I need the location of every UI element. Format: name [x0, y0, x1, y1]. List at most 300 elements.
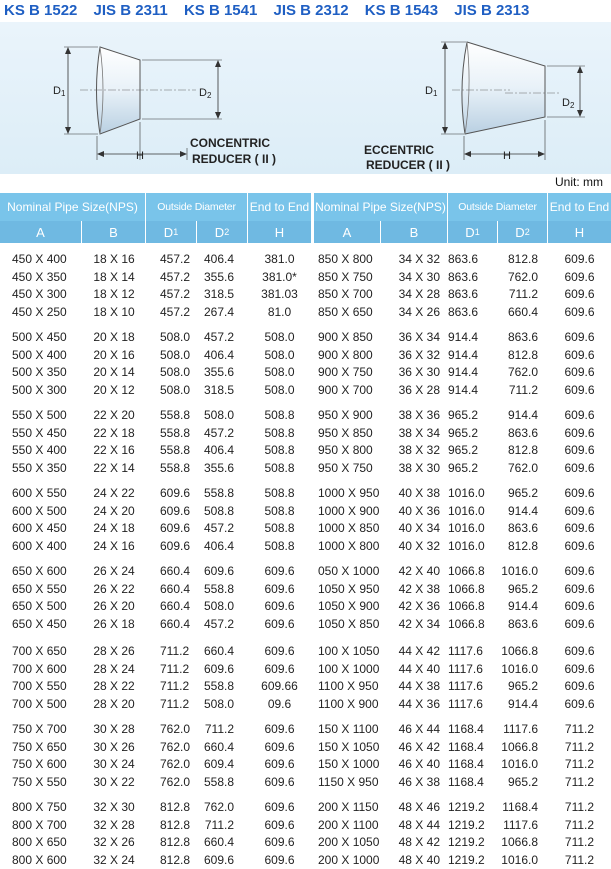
cell-a: 800 X 700 — [12, 817, 67, 832]
cell-b: 40 X 36 — [398, 503, 440, 518]
standard-code: JIS B 2311 — [93, 2, 168, 19]
cell-d2: 508.0 — [203, 408, 234, 422]
cell-a: 200 X 1000 — [318, 852, 380, 867]
cell-d2: 965.2 — [507, 774, 538, 789]
table-row — [0, 696, 311, 714]
table-row — [314, 581, 611, 599]
cell-b: 34 X 30 — [398, 269, 440, 284]
cell-h: 609.6 — [564, 269, 595, 284]
cell-h: 508.8 — [264, 443, 295, 457]
cell-a: 650 X 550 — [12, 581, 67, 596]
cell-d1: 812.8 — [160, 852, 191, 867]
cell-b: 32 X 26 — [93, 835, 135, 849]
cell-h: 609.6 — [564, 347, 595, 362]
cell-b: 28 X 24 — [93, 661, 135, 676]
cell-d1: 1168.4 — [448, 739, 484, 754]
cell-d2: 1016.0 — [501, 564, 538, 578]
cell-h: 609.6 — [564, 538, 595, 553]
cell-d1: 1168.4 — [448, 757, 484, 771]
cell-a: 100 X 1050 — [318, 644, 380, 658]
table-row — [314, 739, 611, 757]
table-row — [0, 442, 311, 460]
cell-d1: 1066.8 — [448, 581, 485, 596]
cell-d1: 965.2 — [448, 460, 479, 475]
cell-d2: 406.4 — [203, 443, 234, 457]
cell-b: 36 X 32 — [398, 347, 440, 362]
table-row — [0, 503, 311, 521]
standard-code: KS B 1522 — [4, 2, 78, 19]
cell-a: 600 X 500 — [12, 503, 67, 518]
cell-h: 609.6 — [264, 616, 295, 631]
cell-b: 38 X 32 — [398, 443, 440, 457]
cell-a: 500 X 450 — [12, 330, 67, 344]
cell-a: 700 X 550 — [12, 679, 67, 693]
cell-d2: 558.8 — [203, 679, 234, 693]
cell-d1: 1219.2 — [448, 800, 485, 814]
table-row — [0, 520, 311, 538]
cell-d2: 1016.0 — [501, 757, 538, 771]
cell-d1: 558.8 — [160, 425, 191, 440]
cell-d1: 863.6 — [448, 252, 479, 266]
standard-code: KS B 1541 — [183, 2, 258, 19]
cell-a: 550 X 500 — [12, 408, 67, 422]
cell-d2: 762.0 — [507, 460, 538, 475]
table-row — [0, 538, 311, 556]
cell-d2: 914.4 — [507, 599, 538, 613]
cell-h: 609.6 — [264, 739, 295, 754]
cell-d1: 1066.8 — [448, 599, 485, 613]
cell-b: 22 X 20 — [93, 408, 135, 422]
cell-a: 050 X 1000 — [318, 564, 380, 578]
table-row — [0, 643, 311, 661]
cell-b: 48 X 46 — [398, 800, 440, 814]
table-row — [0, 460, 311, 478]
table-row — [314, 678, 611, 696]
cell-h: 609.6 — [264, 774, 295, 789]
table-row — [0, 852, 311, 869]
cell-h: 609.6 — [564, 460, 595, 475]
table-row — [314, 616, 611, 634]
cell-a: 550 X 450 — [12, 425, 67, 440]
cell-a: 500 X 400 — [12, 347, 67, 362]
cell-a: 200 X 1150 — [318, 800, 379, 814]
cell-b: 26 X 24 — [93, 564, 135, 578]
cell-d1: 609.6 — [160, 503, 191, 518]
table-row — [0, 739, 311, 757]
cell-h: 508.8 — [264, 408, 295, 422]
cell-a: 950 X 850 — [318, 425, 373, 440]
cell-b: 18 X 10 — [93, 304, 135, 319]
concentric-d1-label: D1 — [53, 85, 66, 98]
cell-b: 22 X 18 — [93, 425, 135, 440]
cell-a: 450 X 300 — [12, 287, 67, 301]
table-row — [314, 304, 611, 322]
cell-h: 508.8 — [264, 425, 295, 440]
table-row — [0, 721, 311, 739]
cell-d2: 406.4 — [203, 252, 234, 266]
cell-d1: 508.0 — [160, 347, 191, 362]
cell-d1: 762.0 — [160, 774, 191, 789]
cell-d1: 1016.0 — [448, 521, 485, 535]
cell-h: 711.2 — [564, 739, 595, 754]
cell-d2: 1016.0 — [501, 852, 538, 867]
cell-d2: 1066.8 — [501, 644, 538, 658]
cell-d1: 660.4 — [160, 581, 191, 596]
table-row — [0, 756, 311, 774]
cell-d2: 457.2 — [203, 330, 234, 344]
table-row — [314, 520, 611, 538]
cell-d1: 558.8 — [160, 460, 191, 475]
table-divider — [311, 193, 314, 869]
cell-b: 18 X 16 — [93, 252, 135, 266]
cell-a: 100 X 1000 — [318, 661, 380, 676]
table-row — [0, 304, 311, 322]
cell-d2: 1117.6 — [503, 817, 538, 832]
concentric-title-line2: REDUCER ( II ) — [192, 152, 276, 166]
table-row — [0, 834, 311, 852]
cell-h: 609.6 — [264, 661, 295, 676]
reducer-diagrams — [0, 22, 611, 174]
cell-b: 32 X 30 — [93, 800, 135, 814]
cell-b: 42 X 36 — [398, 599, 440, 613]
table-row — [0, 774, 311, 792]
cell-d2: 863.6 — [507, 425, 538, 440]
cell-a: 1050 X 850 — [318, 616, 380, 631]
cell-d1: 1168.4 — [448, 774, 484, 789]
cell-h: 609.6 — [564, 503, 595, 518]
cell-a: 750 X 650 — [12, 739, 67, 754]
table-row — [314, 834, 611, 852]
cell-d1: 711.2 — [160, 696, 190, 711]
cell-a: 500 X 350 — [12, 365, 67, 379]
cell-b: 42 X 34 — [398, 616, 440, 631]
cell-b: 34 X 26 — [398, 304, 440, 319]
standard-code: JIS B 2312 — [273, 2, 349, 19]
cell-d1: 711.2 — [160, 644, 190, 658]
cell-a: 950 X 750 — [318, 460, 373, 475]
cell-b: 32 X 24 — [93, 852, 135, 867]
row-group — [0, 251, 311, 321]
cell-d2: 711.2 — [508, 287, 538, 301]
cell-d2: 965.2 — [507, 486, 538, 500]
cell-d2: 660.4 — [203, 644, 234, 658]
cell-d1: 457.2 — [160, 287, 191, 301]
cell-a: 700 X 650 — [12, 644, 67, 658]
cell-h: 508.0 — [264, 347, 295, 362]
cell-d2: 609.4 — [203, 757, 234, 771]
cell-h: 508.8 — [264, 486, 295, 500]
cell-b: 44 X 40 — [398, 661, 440, 676]
cell-a: 1000 X 800 — [318, 538, 380, 553]
cell-h: 508.8 — [264, 538, 295, 553]
table-row — [0, 661, 311, 679]
cell-a: 1000 X 850 — [318, 521, 380, 535]
cell-d2: 558.8 — [203, 581, 234, 596]
cell-a: 850 X 700 — [318, 287, 373, 301]
cell-d2: 863.6 — [507, 330, 538, 344]
row-group — [314, 799, 611, 869]
header-b: B — [381, 221, 448, 243]
cell-b: 26 X 18 — [93, 616, 135, 631]
concentric-title-line1: CONCENTRIC — [190, 136, 270, 150]
cell-a: 450 X 350 — [12, 269, 67, 284]
cell-d1: 762.0 — [160, 722, 191, 736]
cell-d1: 1168.4 — [448, 722, 484, 736]
table-row — [314, 407, 611, 425]
cell-d2: 558.8 — [203, 486, 234, 500]
row-group — [314, 643, 611, 713]
cell-a: 850 X 800 — [318, 252, 373, 266]
cell-h: 609.6 — [564, 486, 595, 500]
cell-d2: 812.8 — [507, 347, 538, 362]
cell-d2: 558.8 — [203, 774, 234, 789]
header-end-to-end: End to End — [249, 200, 310, 214]
table-row — [314, 696, 611, 714]
cell-a: 750 X 550 — [12, 774, 67, 789]
cell-a: 450 X 250 — [12, 304, 67, 319]
cell-h: 711.2 — [564, 757, 595, 771]
header-h: H — [274, 224, 285, 240]
table-row — [314, 661, 611, 679]
table-row — [0, 817, 311, 835]
cell-d2: 711.2 — [508, 382, 538, 397]
dimension-table-left — [0, 193, 311, 869]
cell-a: 1000 X 950 — [318, 486, 380, 500]
header-nps: Nominal Pipe Size(NPS) — [0, 193, 146, 221]
table-subheader-row — [314, 221, 611, 243]
cell-b: 46 X 38 — [398, 774, 440, 789]
cell-a: 550 X 400 — [12, 443, 67, 457]
cell-d1: 762.0 — [160, 757, 191, 771]
cell-d1: 914.4 — [448, 330, 479, 344]
row-group — [314, 485, 611, 555]
cell-h: 508.0 — [264, 382, 295, 397]
cell-a: 950 X 800 — [318, 443, 373, 457]
cell-d2: 660.4 — [203, 739, 234, 754]
cell-h: 609.6 — [564, 330, 595, 344]
cell-b: 40 X 34 — [398, 521, 440, 535]
cell-d1: 1117.6 — [448, 696, 483, 711]
cell-b: 40 X 32 — [398, 538, 440, 553]
table-row — [314, 774, 611, 792]
cell-d2: 609.6 — [203, 661, 234, 676]
table-header-row — [314, 193, 611, 221]
cell-h: 609.6 — [564, 581, 595, 596]
cell-h: 711.2 — [564, 800, 595, 814]
cell-d2: 762.0 — [203, 800, 234, 814]
cell-d2: 355.6 — [203, 365, 234, 379]
table-row — [0, 269, 311, 287]
cell-b: 20 X 14 — [93, 365, 135, 379]
header-end-to-end: End to End — [549, 200, 610, 214]
cell-d2: 457.2 — [203, 521, 234, 535]
row-group — [314, 721, 611, 791]
cell-b: 30 X 24 — [93, 757, 135, 771]
eccentric-title-line2: REDUCER ( II ) — [366, 158, 450, 172]
cell-d1: 558.8 — [160, 443, 191, 457]
cell-b: 34 X 32 — [398, 252, 440, 266]
table-row — [314, 364, 611, 382]
eccentric-h-label: H — [503, 150, 511, 162]
table-row — [0, 407, 311, 425]
cell-h: 609.6 — [564, 679, 595, 693]
table-row — [314, 721, 611, 739]
cell-d2: 508.8 — [203, 503, 234, 518]
table-row — [0, 251, 311, 269]
cell-d1: 914.4 — [448, 382, 479, 397]
cell-a: 850 X 750 — [318, 269, 373, 284]
header-outside-diameter: Outside Diameter — [146, 193, 248, 221]
cell-d2: 914.4 — [507, 503, 538, 518]
table-row — [314, 503, 611, 521]
table-row — [314, 251, 611, 269]
eccentric-d2-label: D2 — [562, 97, 575, 110]
table-row — [314, 852, 611, 869]
cell-h: 609.6 — [564, 287, 595, 301]
table-row — [0, 563, 311, 581]
cell-d2: 812.8 — [507, 252, 538, 266]
cell-d1: 1117.6 — [448, 644, 483, 658]
cell-d2: 457.2 — [203, 616, 234, 631]
dimension-table-right — [314, 193, 611, 869]
table-row — [314, 643, 611, 661]
cell-h: 711.2 — [564, 774, 595, 789]
concentric-reducer-drawing — [53, 47, 276, 166]
cell-h: 609.6 — [264, 852, 295, 867]
table-header-row — [0, 193, 311, 221]
cell-d2: 508.0 — [203, 696, 234, 711]
cell-d2: 457.2 — [203, 425, 234, 440]
cell-d1: 863.6 — [448, 287, 479, 301]
cell-b: 46 X 40 — [398, 757, 440, 771]
header-a: A — [314, 221, 381, 243]
cell-a: 1100 X 900 — [318, 696, 379, 711]
cell-d1: 457.2 — [160, 252, 191, 266]
table-row — [314, 460, 611, 478]
cell-h: 508.8 — [264, 521, 295, 535]
cell-d2: 1066.8 — [501, 835, 538, 849]
cell-d1: 1219.2 — [448, 852, 485, 867]
cell-b: 28 X 26 — [93, 644, 135, 658]
table-row — [314, 756, 611, 774]
cell-d2: 318.5 — [203, 287, 234, 301]
cell-b: 46 X 44 — [398, 722, 440, 736]
cell-h: 609.6 — [564, 365, 595, 379]
cell-h: 508.8 — [264, 503, 295, 518]
cell-h: 609.6 — [564, 616, 595, 631]
cell-d1: 1219.2 — [448, 817, 485, 832]
table-row — [0, 616, 311, 634]
standards-header — [4, 2, 541, 19]
cell-a: 1050 X 900 — [318, 599, 380, 613]
cell-d2: 660.4 — [507, 304, 538, 319]
cell-h: 609.6 — [264, 644, 295, 658]
cell-d1: 609.6 — [160, 486, 191, 500]
cell-d2: 609.6 — [203, 852, 234, 867]
table-row — [0, 286, 311, 304]
cell-d2: 355.6 — [203, 460, 234, 475]
cell-b: 20 X 16 — [93, 347, 135, 362]
cell-h: 609.6 — [264, 722, 295, 736]
row-group — [314, 407, 611, 477]
row-group — [0, 643, 311, 713]
table-row — [314, 817, 611, 835]
cell-a: 200 X 1050 — [318, 835, 380, 849]
cell-h: 609.6 — [564, 661, 595, 676]
cell-b: 32 X 28 — [93, 817, 135, 832]
cell-d1: 812.8 — [160, 835, 191, 849]
standard-code: JIS B 2313 — [454, 2, 530, 19]
cell-d2: 406.4 — [203, 538, 234, 553]
header-d2: D 2 — [197, 221, 248, 243]
diagram-panel — [0, 22, 611, 174]
cell-b: 24 X 18 — [93, 521, 135, 535]
concentric-d2-label: D2 — [199, 87, 212, 100]
cell-h: 609.6 — [564, 408, 595, 422]
cell-a: 700 X 600 — [12, 661, 67, 676]
cell-a: 1150 X 950 — [318, 774, 379, 789]
cell-d2: 660.4 — [203, 835, 234, 849]
cell-h: 711.2 — [564, 852, 595, 867]
cell-d1: 609.6 — [160, 538, 191, 553]
cell-d2: 406.4 — [203, 347, 234, 362]
cell-d2: 965.2 — [507, 679, 538, 693]
cell-h: 609.6 — [564, 382, 595, 397]
cell-b: 48 X 42 — [398, 835, 440, 849]
cell-d2: 762.0 — [507, 365, 538, 379]
cell-d1: 660.4 — [160, 616, 191, 631]
cell-h: 609.6 — [564, 443, 595, 457]
cell-h: 711.2 — [564, 722, 595, 736]
cell-b: 38 X 34 — [398, 425, 440, 440]
cell-b: 34 X 28 — [398, 287, 440, 301]
cell-h: 381.0 — [264, 252, 295, 266]
cell-a: 650 X 600 — [12, 564, 67, 578]
header-nps: Nominal Pipe Size(NPS) — [314, 193, 448, 221]
cell-a: 750 X 700 — [12, 722, 67, 736]
table-row — [314, 329, 611, 347]
table-row — [314, 382, 611, 400]
cell-d1: 508.0 — [160, 330, 191, 344]
cell-a: 1000 X 900 — [318, 503, 380, 518]
table-row — [314, 442, 611, 460]
header-a: A — [0, 221, 82, 243]
cell-b: 28 X 20 — [93, 696, 135, 711]
cell-b: 20 X 12 — [93, 382, 135, 397]
cell-d2: 711.2 — [204, 722, 234, 736]
cell-h: 609.6 — [564, 304, 595, 319]
cell-b: 44 X 36 — [398, 696, 440, 711]
cell-a: 500 X 300 — [12, 382, 67, 397]
cell-b: 28 X 22 — [93, 679, 135, 693]
cell-b: 48 X 40 — [398, 852, 440, 867]
cell-h: 609.6 — [264, 581, 295, 596]
cell-d1: 1016.0 — [448, 538, 485, 553]
table-row — [314, 538, 611, 556]
cell-d2: 609.6 — [203, 564, 234, 578]
cell-a: 450 X 400 — [12, 252, 67, 266]
cell-h: 609.6 — [264, 599, 295, 613]
cell-d2: 965.2 — [507, 581, 538, 596]
cell-d2: 267.4 — [203, 304, 234, 319]
cell-a: 150 X 1000 — [318, 757, 380, 771]
table-row — [314, 347, 611, 365]
table-row — [0, 347, 311, 365]
cell-b: 22 X 14 — [93, 460, 135, 475]
row-group — [0, 407, 311, 477]
header-d1: D 1 — [146, 221, 197, 243]
cell-a: 900 X 800 — [318, 347, 373, 362]
